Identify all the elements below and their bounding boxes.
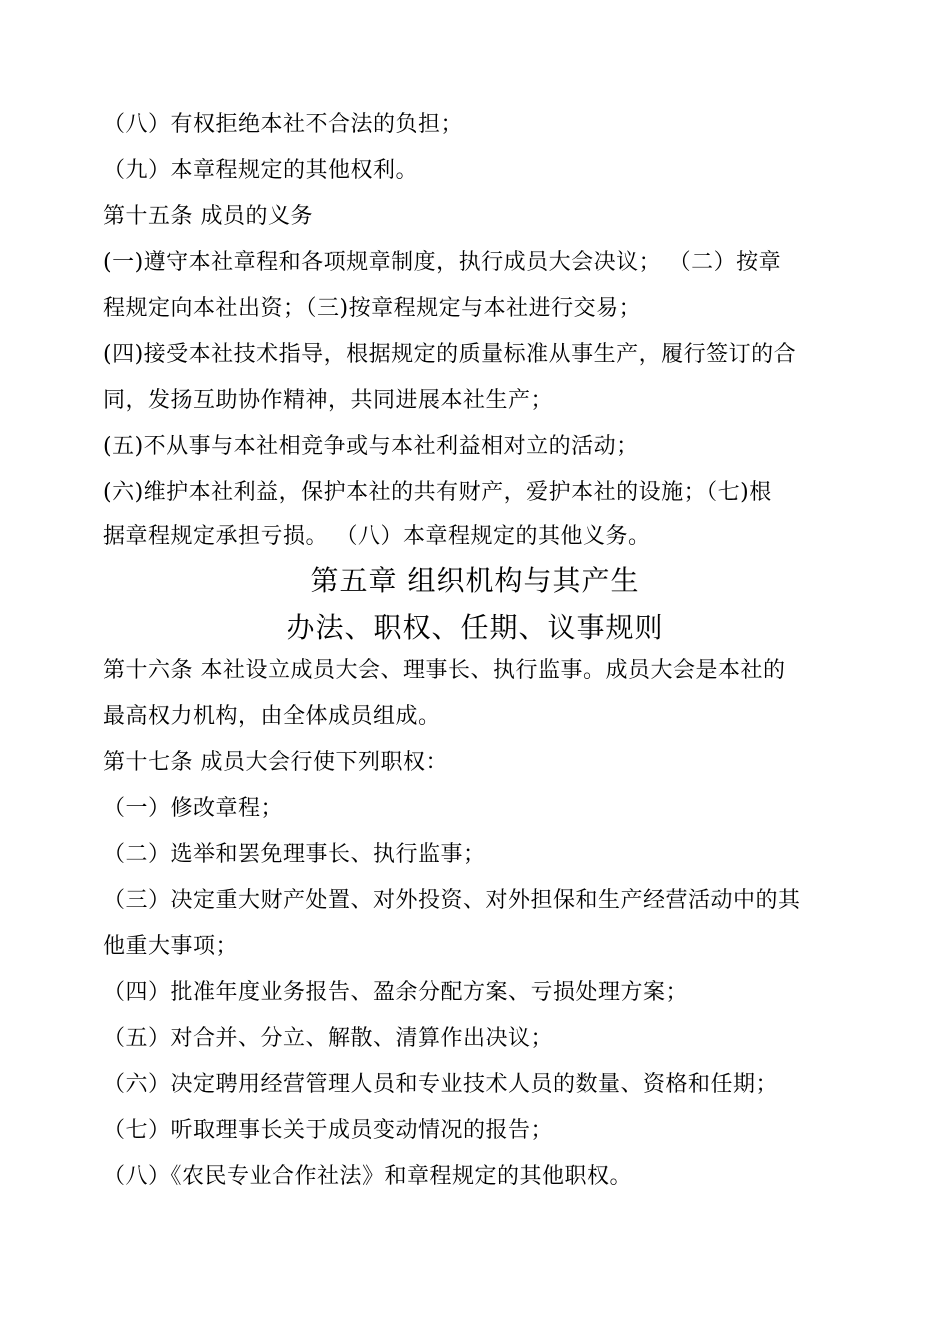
text-line: （六）决定聘用经营管理人员和专业技术人员的数量、资格和任期； (103, 1072, 779, 1097)
text-line: （五）对合并、分立、解散、清算作出决议； (103, 1026, 554, 1051)
article-heading: 第十五条 成员的义务 (103, 204, 313, 229)
article-heading: 第十七条 成员大会行使下列职权： (103, 750, 448, 775)
text-line: （三）决定重大财产处置、对外投资、对外担保和生产经营活动中的其 (103, 888, 801, 913)
text-line: 他重大事项； (103, 934, 239, 959)
text-line: (一)遵守本社章程和各项规章制度，执行成员大会决议； （二）按章 (103, 250, 782, 275)
text-line: 最高权力机构，由全体成员组成。 (103, 704, 441, 729)
text-line: （九）本章程规定的其他权利。 (103, 158, 419, 183)
text-line: 据章程规定承担亏损。 （八）本章程规定的其他义务。 (103, 524, 651, 549)
text-line: (四)接受本社技术指导，根据规定的质量标准从事生产，履行签订的合 (103, 342, 797, 367)
text-line: (六)维护本社利益，保护本社的共有财产，爱护本社的设施；（七)根 (103, 480, 772, 505)
text-line: （四）批准年度业务报告、盈余分配方案、亏损处理方案； (103, 980, 689, 1005)
text-line: (五)不从事与本社相竞争或与本社利益相对立的活动； (103, 434, 639, 459)
text-line: （二）选举和罢免理事长、执行监事； (103, 842, 486, 867)
text-line: （八）《农民专业合作社法》和章程规定的其他职权。 (103, 1164, 633, 1189)
chapter-title: 第五章 组织机构与其产生 (310, 564, 640, 597)
text-line: 同，发扬互助协作精神，共同进展本社生产； (103, 388, 554, 413)
text-line: 第十六条 本社设立成员大会、理事长、执行监事。成员大会是本社的 (103, 658, 786, 683)
text-line: （八）有权拒绝本社不合法的负担； (103, 112, 464, 137)
text-line: 程规定向本社出资；（三)按章程规定与本社进行交易； (103, 296, 642, 321)
chapter-subtitle: 办法、职权、任期、议事规则 (286, 611, 664, 644)
text-line: （一）修改章程； (103, 796, 284, 821)
text-line: （七）听取理事长关于成员变动情况的报告； (103, 1118, 554, 1143)
